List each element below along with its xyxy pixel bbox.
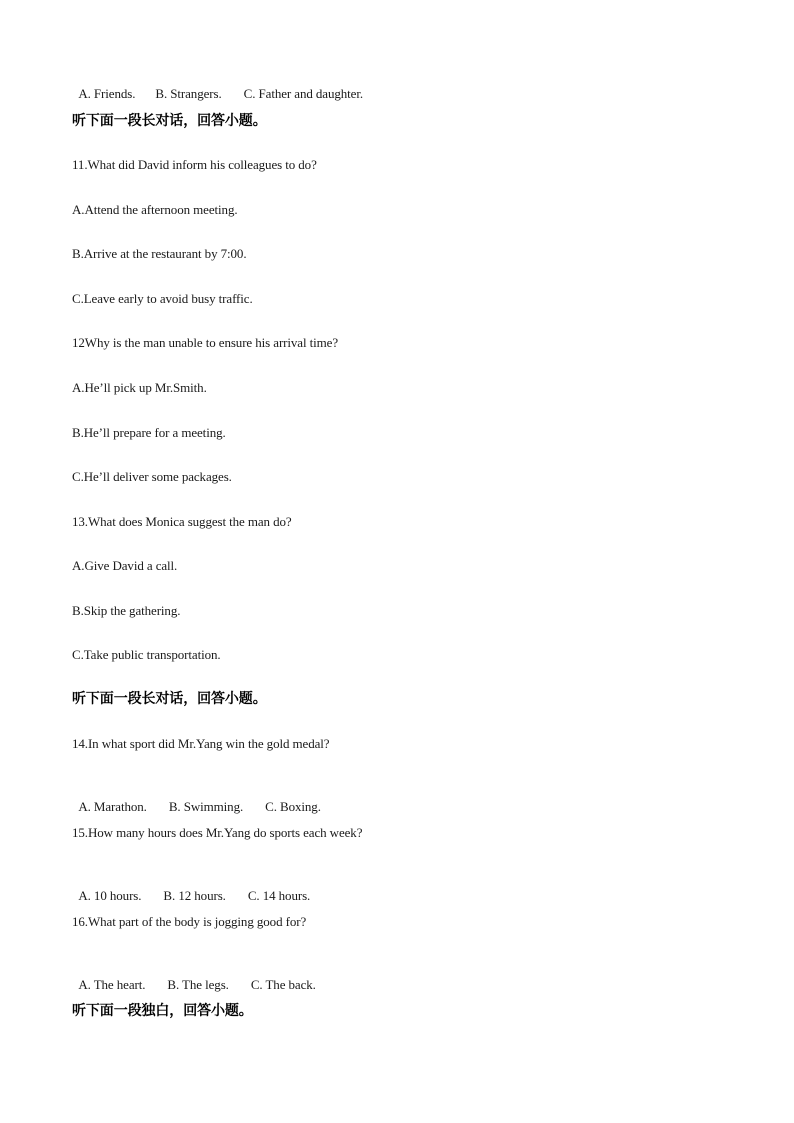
q13-option-a: A.Give David a call.	[72, 558, 178, 573]
q16-options	[72, 958, 316, 994]
q16-option-c: C. The back.	[250, 977, 316, 992]
q11-question: 11.What did David inform his colleagues to do?	[72, 157, 317, 172]
q12-question: 12Why is the man unable to ensure his arrival time?	[72, 335, 339, 350]
q11-option-c: C.Leave early to avoid busy traffic.	[72, 291, 253, 306]
q13-question: 13.What does Monica suggest the man do?	[72, 514, 292, 529]
q15-option-c: C. 14 hours.	[247, 888, 311, 903]
q16-question: 16.What part of the body is jogging good for?	[72, 914, 307, 929]
q12-option-a: A.He’ll pick up Mr.Smith.	[72, 380, 207, 395]
q10-options	[72, 67, 363, 103]
q14-option-a: A. Marathon.	[78, 799, 147, 814]
q15-options	[72, 869, 310, 905]
q14-question: 14.In what sport did Mr.Yang win the gold medal?	[72, 736, 330, 751]
q11-option-a: A.Attend the afternoon meeting.	[72, 202, 238, 217]
q10-option-b: B. Strangers.	[155, 86, 222, 101]
section-heading-long-dialogue: 听下面一段长对话，回答小题。	[72, 691, 267, 707]
q15-option-b: B. 12 hours.	[163, 888, 226, 903]
q10-option-a: A. Friends.	[78, 86, 136, 101]
q16-option-b: B. The legs.	[167, 977, 229, 992]
section-heading-monologue: 听下面一段独白，回答小题。	[72, 1003, 253, 1019]
q10-option-c: C. Father and daughter.	[243, 86, 364, 101]
q14-option-c: C. Boxing.	[265, 799, 321, 814]
q16-option-a: A. The heart.	[78, 977, 146, 992]
q12-option-c: C.He’ll deliver some packages.	[72, 469, 232, 484]
q14-options	[72, 780, 321, 816]
q13-option-b: B.Skip the gathering.	[72, 603, 181, 618]
q14-option-b: B. Swimming.	[168, 799, 244, 814]
q13-option-c: C.Take public transportation.	[72, 647, 221, 662]
q15-option-a: A. 10 hours.	[78, 888, 142, 903]
q15-question: 15.How many hours does Mr.Yang do sports each week?	[72, 825, 363, 840]
section-heading-long-dialogue: 听下面一段长对话，回答小题。	[72, 113, 267, 129]
q12-option-b: B.He’ll prepare for a meeting.	[72, 425, 226, 440]
q11-option-b: B.Arrive at the restaurant by 7:00.	[72, 246, 247, 261]
